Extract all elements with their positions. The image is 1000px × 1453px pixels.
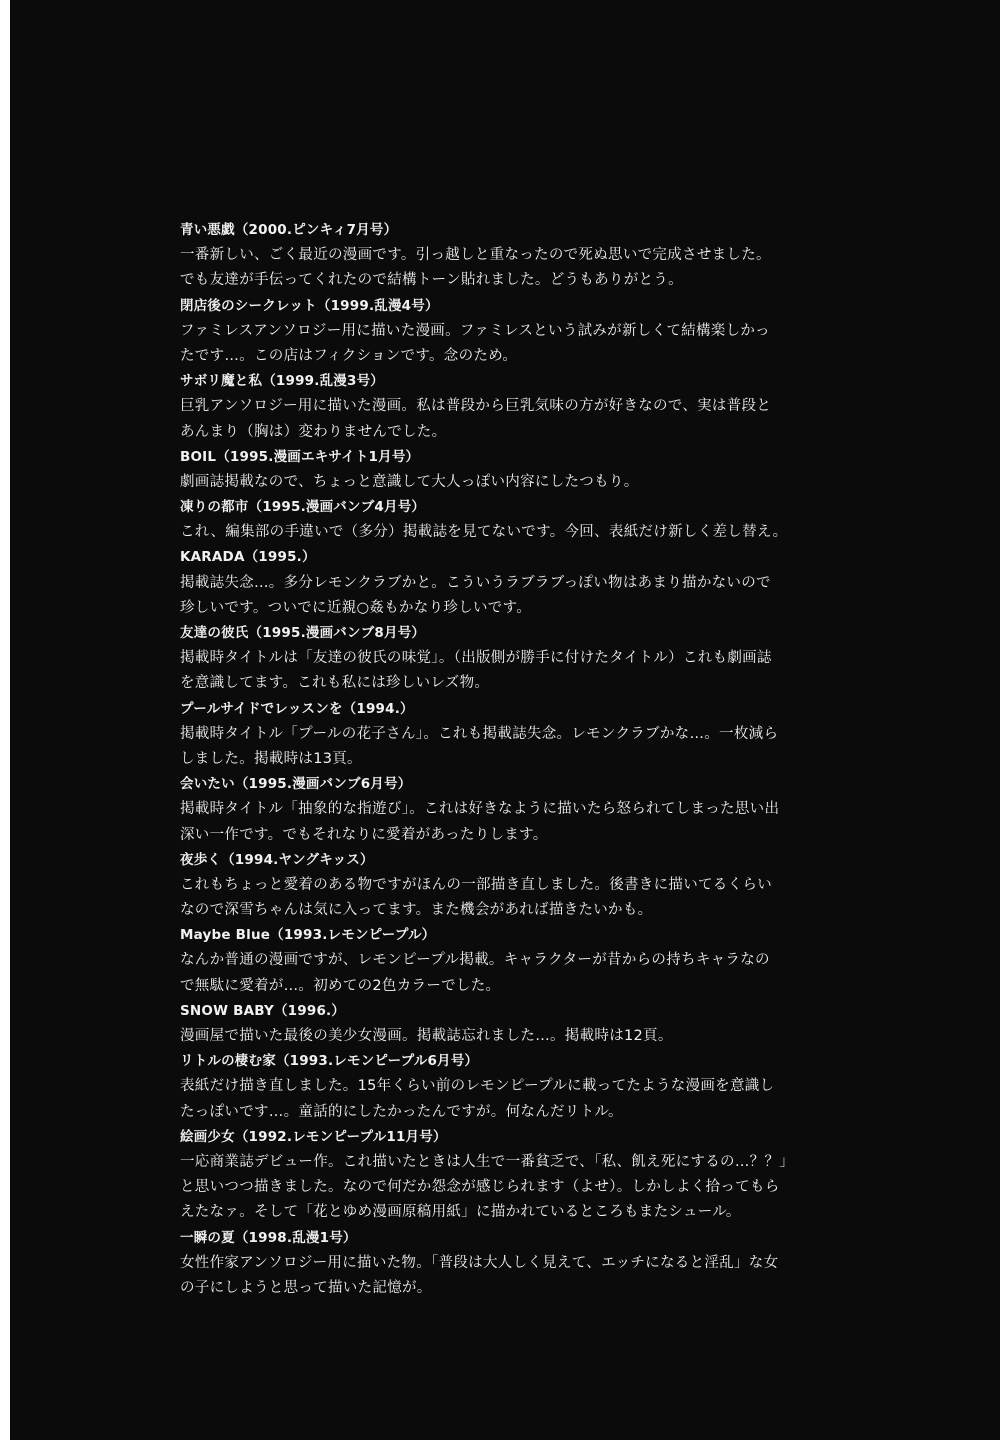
story-publication-info: （1999.乱漫4号）: [316, 297, 439, 314]
story-heading: [180, 923, 820, 948]
story-comment-line: 掲載時タイトルは「友達の彼氏の味覚」。（出版側が勝手に付けたタイトル）これも劇画誌: [180, 650, 772, 667]
story-entry: [180, 621, 820, 697]
story-comment-line: これ、編集部の手違いで（多分）掲載誌を見てないです。今回、表紙だけ新しく差し替え。: [180, 524, 788, 541]
story-comment-line: 表紙だけ描き直しました。15年くらい前のレモンピープルに載ってたような漫画を意識し: [180, 1078, 775, 1095]
story-title: 一瞬の夏: [180, 1229, 235, 1246]
story-heading: [180, 697, 820, 722]
story-comment-line: 深い一作です。でもそれなりに愛着があったりします。: [180, 826, 548, 843]
story-comment-line: 漫画屋で描いた最後の美少女漫画。掲載誌忘れました…。掲載時は12頁。: [180, 1028, 673, 1044]
story-comment-line: なので深雪ちゃんは気に入ってます。また機会があれば描きたいかも。: [180, 902, 653, 919]
story-comment-line: 掲載誌失念…。多分レモンクラブかと。こういうラブラブっぽい物はあまり描かないので: [180, 574, 771, 591]
story-entry: [180, 1125, 820, 1226]
story-title: SNOW BABY: [180, 1002, 274, 1019]
story-comment-line: これもちょっと愛着のある物ですがほんの一部描き直しました。後書きに描いてるくらい: [180, 876, 772, 893]
story-entry: [180, 495, 820, 545]
story-entry: [180, 218, 820, 294]
story-publication-info: （1994.ヤングキッス）: [221, 851, 374, 868]
story-title: プールサイドでレッスンを: [180, 700, 343, 717]
story-title: 絵画少女: [180, 1128, 235, 1145]
story-entry: [180, 1049, 820, 1125]
story-title: 会いたい: [180, 776, 235, 793]
story-entry: [180, 697, 820, 773]
story-comment-line: の子にしようと思って描いた記憶が。: [180, 1279, 432, 1296]
story-heading: [180, 1226, 820, 1251]
story-comment-line: 女性作家アンソロジー用に描いた物。「普段は大人しく見えて、エッチになると淫乱」な女: [180, 1254, 779, 1271]
story-heading: [180, 218, 820, 243]
story-entry: [180, 445, 820, 495]
story-title: サボリ魔と私: [180, 373, 263, 390]
story-comment-line: 掲載時タイトル「抽象的な指遊び」。これは好きなように描いたら怒られてしまった思い出: [180, 801, 780, 818]
story-title: KARADA: [180, 549, 245, 566]
story-title: 夜歩く: [180, 851, 222, 868]
story-title: 凍りの都市: [180, 499, 249, 516]
story-title: BOIL: [180, 448, 217, 465]
story-publication-info: （1995.漫画バンブ8月号）: [248, 625, 426, 641]
story-comment-line: ファミレスアンソロジー用に描いた漫画。ファミレスという試みが新しくて結構楽しかっ: [180, 322, 770, 339]
story-entry: [180, 923, 820, 999]
story-comment-line: なんか普通の漫画ですが、レモンピープル掲載。キャラクターが昔からの持ちキャラなの: [180, 952, 770, 969]
story-publication-info: （1995.）: [244, 549, 316, 566]
story-heading: [180, 621, 820, 646]
story-heading: [180, 445, 820, 470]
story-entry: [180, 772, 820, 848]
story-publication-info: （1998.乱漫1号）: [234, 1229, 357, 1246]
story-comment-line: 一応商業誌デビュー作。これ描いたときは人生で一番貧乏で、「私、飢え死にするの…？？」: [180, 1153, 795, 1170]
story-publication-info: （1996.）: [273, 1002, 346, 1019]
story-publication-info: （1993.レモンピープル）: [270, 927, 436, 944]
story-title: Maybe Blue: [180, 927, 271, 944]
story-title: 青い悪戯: [180, 222, 235, 238]
story-publication-info: （1995.漫画バンブ6月号）: [234, 776, 412, 793]
story-comment-line: 劇画誌掲載なので、ちょっと意識して大人っぽい内容にしたつもり。: [180, 473, 639, 490]
story-publication-info: （1995.漫画バンブ4月号）: [248, 499, 426, 516]
story-heading: [180, 545, 820, 570]
story-comment-line: 珍しいです。ついでに近親○姦もかなり珍しいです。: [180, 599, 532, 616]
story-publication-info: （1992.レモンピープル11月号）: [234, 1128, 447, 1145]
story-comment-line: たです…。この店はフィクションです。念のため。: [180, 347, 518, 364]
story-entry: [180, 545, 820, 621]
story-comment-line: 掲載時タイトル「プールの花子さん」。これも掲載誌失念。レモンクラブかな…。一枚減ら: [180, 725, 779, 742]
story-comment-line: 巨乳アンソロジー用に描いた漫画。私は普段から巨乳気味の方が好きなので、実は普段と: [180, 398, 772, 415]
story-comment-line: を意識してます。これも私には珍しいレズ物。: [180, 675, 490, 692]
story-entry: [180, 1226, 820, 1302]
story-heading: [180, 1125, 820, 1150]
story-comment-line: 一番新しい、ごく最近の漫画です。引っ越しと重なったので死ぬ思いで完成させました。: [180, 247, 771, 264]
story-entry: [180, 369, 820, 445]
story-entry: [180, 999, 820, 1049]
story-heading: [180, 848, 820, 873]
story-comment-line: えたなァ。そして「花とゆめ漫画原稿用紙」に描かれているところもまたシュール。: [180, 1204, 741, 1221]
story-heading: [180, 369, 820, 394]
story-title: リトルの棲む家: [180, 1053, 276, 1070]
story-heading: [180, 772, 820, 797]
story-title: 閉店後のシークレット: [180, 297, 317, 314]
story-publication-info: （2000.ピンキィ7月号）: [234, 222, 398, 238]
story-comment-line: と思いつつ描きました。なので何だか怨念が感じられます（よせ）。しかしよく拾ってもら: [180, 1179, 780, 1196]
story-publication-info: （1999.乱漫3号）: [262, 373, 384, 390]
afterword-text-block: [180, 218, 820, 1301]
story-entry: [180, 848, 820, 924]
story-heading: [180, 999, 820, 1024]
story-heading: [180, 1049, 820, 1074]
story-comment-line: で無駄に愛着が…。初めての2色カラーでした。: [180, 977, 501, 994]
story-comment-line: あんまり（胸は）変わりませんでした。: [180, 423, 447, 440]
story-comment-line: でも友達が手伝ってくれたので結構トーン貼れました。どうもありがとう。: [180, 272, 683, 289]
story-heading: [180, 495, 820, 520]
story-comment-line: たっぽいです…。童話的にしたかったんですが。何なんだリトル。: [180, 1103, 623, 1120]
story-comment-line: しました。掲載時は13頁。: [180, 750, 362, 767]
story-publication-info: （1994.）: [342, 700, 414, 717]
story-title: 友達の彼氏: [180, 625, 249, 641]
story-publication-info: （1995.漫画エキサイト1月号）: [216, 448, 420, 465]
story-publication-info: （1993.レモンピープル6月号）: [275, 1053, 479, 1070]
story-entry: [180, 294, 820, 370]
story-heading: [180, 294, 820, 319]
